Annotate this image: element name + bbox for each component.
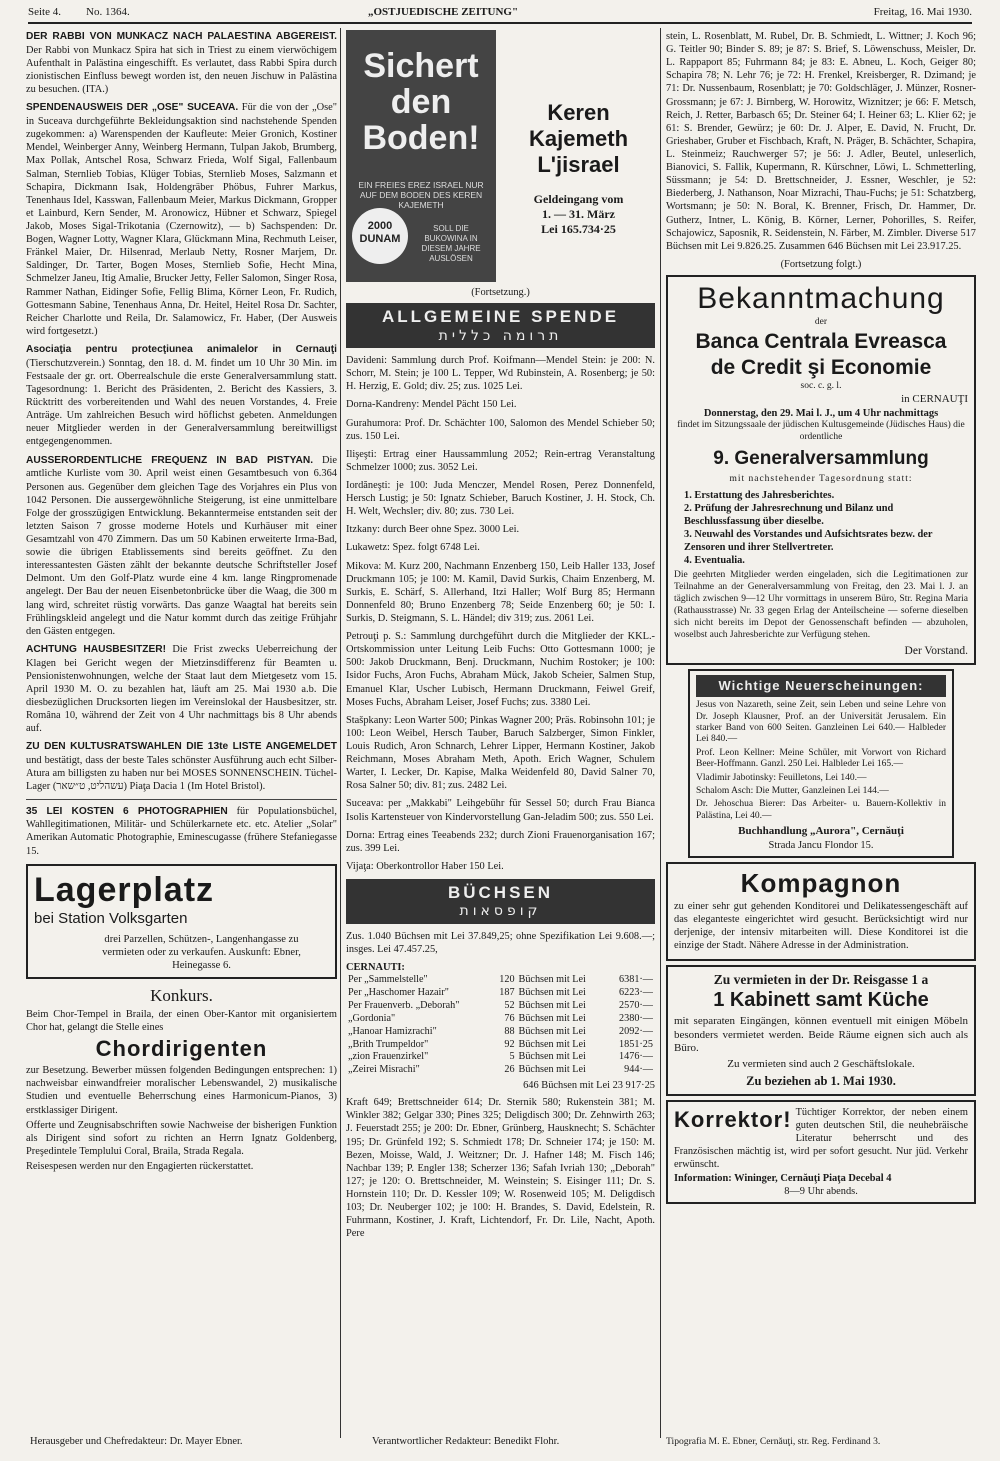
poster-circle: 2000 DUNAM <box>352 208 408 264</box>
keren-kajemeth-text <box>502 30 655 282</box>
banner-hebrew: קופסאות <box>459 903 542 920</box>
agenda-item: 4. Eventualia. <box>684 555 745 567</box>
buechsen-rest: Kraft 649; Brettschneider 614; Dr. Sternik 580; Rukenstein 381; M. Winkler 382; Gelgar 330; Pines 325; Deligdisch 300; Dr. Zehnwirth 263; J. Feuerstadt 255; je 200: Dr. Ebner, Grünberg, Hausknecht; S. Schächter 195; Dr. Grünfeld 192; S. Schmiedt 178; Dr. Schneier 174; je 150: M. Bezen, Moisse, Wald, J. Weitzner; Dr. J. Hafner 148; M. Fisch 146; Nachbar 139; P. Engler 138; Scherzer 136; Safah Ivriah 130; „Deborah" 127; je 120: O. Brettschneider, M. Weinstein; S. Eisinger 111; Dr. S. Hornstein 110; Dr. D. Kessler 109; W. Rosenweid 105; M. Deligdisch 103; Dr. Neuberger 102; je 100: H. Brandes, S. David, Edelstein, R. Fuhrmann, Kostiner, J. Kraft, Lichtendorf, Fr. Dr. Lile, Nacht, Apoth. Pere <box>346 1097 655 1240</box>
row-amount: 2380·— <box>619 1012 653 1024</box>
poster-text: SOLL DIE BUKOWINA IN DIESEM JAHRE AUSLÖSEN <box>421 224 481 263</box>
banner-allgemeine-spende <box>346 303 655 348</box>
shop-name: Buchhandlung „Aurora", Cernăuţi <box>738 825 904 838</box>
article-ose <box>26 101 337 338</box>
ad-info: Information: Wininger, Cernăuţi Piaţa Decebal 4 <box>674 1172 892 1184</box>
ad-time: 8—9 Uhr abends. <box>784 1185 858 1197</box>
header-rule <box>28 22 972 24</box>
row-amount: 6223·— <box>619 987 653 999</box>
book-item: Dr. Jehoschua Bierer: Das Arbeiter- u. Bauern-Kollektiv in Palästina, Lei 40.— <box>696 799 946 821</box>
table-row <box>346 1013 655 1026</box>
donation-entry: Dorna: Ertrag eines Teeabends 232; durch Zioni Frauenorganisation 167; zus. 399 Lei. <box>346 829 655 854</box>
ad-bekanntmachung <box>666 275 976 665</box>
row-count: 88 <box>504 1025 515 1037</box>
row-name: „Hanoar Hamizrachi" <box>348 1025 437 1037</box>
donation-entry: Petrouţi p. S.: Sammlung durchgeführt durch die Mitglieder der KKL.-Ortskommission unter Leitung Leib Fuchs: Otto Gottesmann 1000; je 500: Jakob Druckmann, Benj. Druckmann, Nuchim Rostoker; je 100: Isidor Fuchs, Aron Fuchs, Abraham Mück, Jakob Scheier, Salmen Stup, Emanuel Klar, Uscher Lubisch, Hermann Druckmann, Feiwel Greif, Moses Fuchs, Abraham Leiser, Josef Fuchs; zus. 3380 Lei. <box>346 631 655 708</box>
divider <box>26 799 337 800</box>
ad-body: mit separaten Eingängen, können eventuell mit einigen Möbeln besonders vermietet werden. Beide Räume eignen sich auch als Büro. <box>674 1014 968 1055</box>
agenda-item: 3. Neuwahl des Vorstandes und Aufsichtsrates bezw. der Zensoren und ihrer Stellvertreter. <box>684 529 933 554</box>
banner-hebrew: תרומה כללית <box>438 327 563 344</box>
banner-title: ALLGEMEINE SPENDE <box>381 307 620 327</box>
ad-kompagnon <box>666 862 976 960</box>
ad-text: findet im Sitzungssaale der jüdischen Kultusgemeinde (Jüdisches Haus) die ordentliche <box>677 419 965 442</box>
table-row <box>346 1064 655 1077</box>
article-title: DER RABBI VON MUNKACZ NACH PALAESTINA ABGEREIST. <box>26 31 337 42</box>
paper-title: „OSTJUEDISCHE ZEITUNG" <box>368 6 519 18</box>
article-body: Der Rabbi von Munkacz Spira hat sich in Triest zu einem vierwöchigem Aufenthalt in Palästina eingeschifft. Es verlautet, dass Rabbi Spira durch zionistischen Einfluss bewegt worden ist, den neuen Jischuw in Palästina zu besuchen. (ITA.) <box>26 44 337 96</box>
row-unit: Büchsen mit Lei <box>518 1038 586 1050</box>
ad-body: Reisespesen werden nur den Engagierten rückerstattet. <box>26 1161 254 1173</box>
article-body: (Tierschutzverein.) Sonntag, den 18. d. M. findet um 10 Uhr 30 Min. im Festsaale der gr. ort. Oberrealschule die erste Generalversammlung statt. Tagesordnung: 1. Bericht des Präsidenten, 2. Bericht des Kassiers, 3. Rücktritt des vorbereitenden und Wahl des neuen Vorstandes, 4. Freie Anträge. Um zahlreichen Besuch wird höflichst gebeten. Anmeldungen neuer Mitglieder werden in der Generalversammlung bereitwilligst entgegengenommen. <box>26 357 337 448</box>
ad-title: Korrektor! <box>674 1106 792 1132</box>
footer-printer: Tipografia M. E. Ebner, Cernăuţi, str. Reg. Ferdinand 3. <box>666 1436 881 1447</box>
table-row <box>346 1000 655 1013</box>
article-body: und bestätigt, dass der beste Tales schönster Ausführung auch echt Silber-Atura am billigsten zu haben nur bei MOSES SONNENSCHEIN. Tüchel-Lager (עשהליט, ט״שאר) Piaţa Dacia 1 (Im Hotel Bristol). <box>26 755 337 793</box>
row-unit: Büchsen mit Lei <box>518 1051 586 1063</box>
ad-text: soc. c. g. l. <box>800 380 842 391</box>
continuation-note: (Fortsetzung.) <box>471 287 530 298</box>
row-amount: 1476·— <box>619 1051 653 1063</box>
row-count: 120 <box>499 974 515 986</box>
row-unit: Büchsen mit Lei <box>518 1012 586 1024</box>
ad-vermieten <box>666 965 976 1096</box>
row-amount: 6381·— <box>619 974 653 986</box>
issue-number: No. 1364. <box>86 6 130 18</box>
poster-title: Sichert den Boden! <box>362 47 480 157</box>
kk-label: Geldeingang vom <box>533 192 624 206</box>
buechsen-table <box>346 974 655 1077</box>
article-rabbi <box>26 30 337 96</box>
donation-list <box>346 354 655 873</box>
row-amount: 2570·— <box>619 1000 653 1012</box>
row-count: 76 <box>504 1012 515 1024</box>
buechsen-intro: Zus. 1.040 Büchsen mit Lei 37.849,25; ohne Spezifikation Lei 9.608.—; insges. Lei 47.457.25, <box>346 931 655 956</box>
row-count: 52 <box>504 1000 515 1012</box>
ad-signature: Der Vorstand. <box>904 645 968 658</box>
ad-title: Wichtige Neuerscheinungen: <box>696 675 946 697</box>
book-list <box>696 700 946 822</box>
banner-title: BÜCHSEN <box>447 882 554 902</box>
article-body: stein, L. Rosenblatt, M. Rubel, Dr. B. Schmiedt, L. Wittner; J. Koch 96; G. Teitler 90; Binder S. 89; je 87: S. Brief, S. Löwenschuss, Meisler, Dr. L. Rappaport 85; Fuhrmann 84; je 83: E. Abneu, L. Koch, Geiger 80; Schapira 78; N. Lehr 76; je 72: H. Frenkel, Kreisberger, R. Dzimand; je 71: Dr. Nussenbaum, Rosenblatt; je 70: Goldschläger, J. Münzer, Rosner-Grossmann; je 67: J. Birnberg, W. Horowitz, Wiznitzer; je 66: F. Metsch, Reich, J. Retter, Barbasch 65; Dr. Steiner 64; I. Heiner 63; L. Klier 62; je 61: S. Brender, Gewürz; je 60: Dr. J. Alper, E. David, N. Frucht, Dr. Grieshaber, Gruber et Fischbach, Kraft, N. Präger, B. Schächter, Schapira, L. Steinmeiz; Rauchwerger 57; je 56: J. Adler, Beutel, unleserlich, Bianovici, S. Fallik, Kupermann, R. Kürschner, Löwi, L. Schmetterling, Süssmann; je 54: D. Brettschneider, J. Essner, Weschler, je 52: Biederberg, J. Nathanson, Noar Mizrachi, Thau-Fuchs; je 51: Schatzberg, Wortsmann; je 50: N. Boral, K. Brenner, Frisch, Dr. Hammer, Dr. Gutherz, Intner, L. König, B. Körner, Lerner, Pohorilles, S. Reifer, Schajowicz, Saposnik, R. Seidenstein, N. Färber, M. Zimbler. Diverse 517 Büchsen mit Lei 9.826.25. Zusammen 646 Büchsen mit Lei 23.917.25. <box>666 31 976 252</box>
buechsen-city: CERNAUTI: <box>346 962 405 974</box>
row-count: 26 <box>504 1064 515 1076</box>
ad-text: der <box>814 316 828 327</box>
donation-entry: Dorna-Kandreny: Mendel Pächt 150 Lei. <box>346 399 517 411</box>
ad-body: drei Parzellen, Schützen-, Langenhangasse zu vermieten oder zu verkaufen. Auskunft: Ebner, Heinegasse 6. <box>102 933 301 972</box>
book-item: Prof. Leon Kellner: Meine Schüler, mit Vorwort von Richard Beer-Hoffmann. Ganzl. 250 Lei. Halbleder Lei 165.— <box>696 747 946 770</box>
book-item: Vladimir Jabotinsky: Feuilletons, Lei 140.— <box>696 772 867 783</box>
row-name: „Gordonia" <box>348 1012 396 1024</box>
kk-title: Keren Kajemeth <box>528 100 629 151</box>
ad-title: Konkurs. <box>150 985 213 1005</box>
article-pistyan <box>26 454 337 638</box>
ad-title: 1 Kabinett samt Küche <box>713 988 929 1011</box>
bank-name: Banca Centrala Evreasca <box>695 329 947 353</box>
article-body: Die amtliche Kurliste vom 30. April weist einen Gesamtbesuch von 6.364 Personen aus. Gegenüber dem gleichen Tage des Vorjahres ein Plus von 1042 Personen. Die aussergewöhnliche Steigerung, ist eine unmittelbare Folge der grosszügigen Entwicklung. Bekanntermeise entstanden seit der letzten Saison 7 grosse moderne Hotels und Kurhäuser mit einer Gesamtzahl von 470 Zimmern. Das um 50 Kabinen erweiterte Irma-Bad, sowie die übrigen Etablissements sind bereits geöffnet. Zu den interessantesten Gästen zählt der bekannte deutsche Schriftsteller Josef Delmont. Um den Golf-Platz wurde eine 4 km. lange Ringpromenade angelegt. Der Bau der neuen Eisenbetonbrücke über die Waag, die 300 m lang wird, schreitet rüstig vorwärts. Das ganze Waagtal hat bereits sein Frühlingskleid angelegt und die Natur kommt durch das zeitige Frühjahr den Gästen entgegen. <box>26 454 337 637</box>
article-tierschutz <box>26 343 337 449</box>
ad-korrektor <box>666 1100 976 1204</box>
row-name: „Brith Trumpeldor" <box>348 1038 429 1050</box>
ad-head: Zu vermieten in der Dr. Reisgasse 1 a <box>713 971 929 987</box>
row-unit: Büchsen mit Lei <box>518 1025 586 1037</box>
agenda-item: 1. Erstattung des Jahresberichtes. <box>684 489 835 501</box>
footer-editor: Verantwortlicher Redakteur: Benedikt Flohr. <box>372 1436 560 1447</box>
shop-address: Strada Jancu Flondor 15. <box>768 839 874 851</box>
book-item: Schalom Asch: Die Mutter, Ganzleinen Lei 144.— <box>696 785 889 796</box>
article-body: für Populationsbüchel, Wahllegitimationen, Militär- und Schülerkarnete etc. etc. Atelier „Solar" Amerikan Automatic Photographie, Eminescugasse (frühere Stefaniegasse 15. <box>26 805 337 857</box>
ad-neuerscheinungen <box>688 669 954 858</box>
column-middle <box>346 30 655 1435</box>
row-unit: Büchsen mit Lei <box>518 974 586 986</box>
kk-period: 1. — 31. März <box>542 207 615 222</box>
table-row <box>346 974 655 987</box>
row-amount: 944·— <box>624 1064 653 1076</box>
ad-body: Tüchtiger Korrektor, der neben einem guten deutschen Stil, die neuhebräische Literatur beherrscht und des Französischen mächtig ist, wird per sofort gesucht. Nur jüd. Verkehr erwünscht. <box>674 1106 968 1171</box>
buechsen-total: 646 Büchsen mit Lei 23 917·25 <box>523 1080 655 1092</box>
article-hausbesitzer <box>26 643 337 736</box>
row-name: Per Frauenverb. „Deborah" <box>348 1000 460 1012</box>
column-left <box>26 30 337 1435</box>
donation-entry: Lukawetz: Spez. folgt 6748 Lei. <box>346 542 480 554</box>
row-name: Per „Sammelstelle" <box>348 974 428 986</box>
ad-text: Die geehrten Mitglieder werden eingeladen, sich die Legitimationen zur Teilnahme an der Generalversammlung von Freitag, den 23. Mai l. J. an täglich zwischen 9—12 Uhr vormittags in unserem Büro, Str. Regina Maria (Rathausstrasse) Nr. 33 gegen Erlag der Anteilscheine — soferne dieselben sich nicht bereits im Depot der Genossenschaft befinden — abzuholen, woselbst auch Jahresberichte zur Verfügung stehen. <box>674 570 968 641</box>
table-row <box>346 1026 655 1039</box>
donation-entry: Gurahumora: Prof. Dr. Schächter 100, Salomon des Mendel Schieber 50; zus. 150 Lei. <box>346 417 655 442</box>
ad-title: Bekanntmachung <box>697 281 945 315</box>
issue-date: Freitag, 16. Mai 1930. <box>873 6 972 18</box>
keren-kajemeth-poster <box>346 30 496 282</box>
ad-body: Beim Chor-Tempel in Braila, der einen Ober-Kantor mit organisiertem Chor hat, gelangt die Stelle eines <box>26 1009 337 1034</box>
ad-lagerplatz <box>26 864 337 979</box>
ad-title: Kompagnon <box>740 868 902 899</box>
column-divider <box>340 28 341 1438</box>
ad-title: Lagerplatz <box>34 870 215 909</box>
article-kultusrat <box>26 740 337 793</box>
ad-headline: Chordirigenten <box>95 1036 268 1062</box>
agenda-item: 2. Prüfung der Jahresrechnung und Bilanz und Beschlussfassung über dieselbe. <box>684 502 894 528</box>
donation-entry: Ilişeşti: Ertrag einer Haussammlung 2052; Rein-ertrag Veranstaltung Schmelzer 1000; zus. 3052 Lei. <box>346 448 655 473</box>
row-count: 5 <box>509 1051 515 1063</box>
ad-text: Zu beziehen ab 1. Mai 1930. <box>746 1074 896 1089</box>
footer-publisher: Herausgeber und Chefredakteur: Dr. Mayer Ebner. <box>30 1436 243 1447</box>
row-unit: Büchsen mit Lei <box>518 1000 586 1012</box>
ad-subtitle: bei Station Volksgarten <box>34 909 188 927</box>
ad-body: Zu vermieten sind auch 2 Geschäftslokale. <box>727 1058 915 1071</box>
row-name: Per „Haschomer Hazair" <box>348 987 449 999</box>
banner-buechsen <box>346 879 655 924</box>
ad-text: mit nachstehender Tagesordnung statt: <box>729 473 913 484</box>
donation-entry: Suceava: per „Makkabi" Leihgebühr für Sessel 50; durch Frau Bianca Isolis Kartensteuer von Kindervorstellung Gan-Jeladim 500; zus. 550 Lei. <box>346 798 655 823</box>
ad-headline: 9. Generalversammlung <box>713 447 929 469</box>
row-unit: Büchsen mit Lei <box>518 987 586 999</box>
row-amount: 1851·25 <box>619 1038 653 1050</box>
article-title: AUSSERORDENTLICHE FREQUENZ IN BAD PISTYAN. <box>26 454 314 466</box>
donation-entry: Vijaţa: Oberkontrollor Haber 150 Lei. <box>346 860 504 872</box>
column-divider <box>660 28 661 1438</box>
row-unit: Büchsen mit Lei <box>518 1064 586 1076</box>
ad-text: in CERNAUŢI <box>901 392 968 405</box>
article-body: Die Frist zwecks Ueberreichung der Klagen bei Gericht wegen der Mietzinsdifferenz für Beamten u. Pensionistenwohnungen, welche der Staat laut dem Mietgesetz vom 15. April 1930 M. O. zu bezahlen hat, läuft am 25. Mai 1930 a.b. Die diesbezüglichen Drucksorten liegen im Vereinslokal der Hausbesitzer, str. Româna 10, während der Zeit von 4 Uhr nachmittags bis 8 Uhr abends auf. <box>26 643 337 735</box>
kk-title: L'jisrael <box>537 152 620 177</box>
table-row <box>346 1039 655 1052</box>
ad-text: Donnerstag, den 29. Mai l. J., um 4 Uhr nachmittags <box>703 407 939 419</box>
keren-kajemeth-block <box>346 30 655 282</box>
article-title: Asociaţia pentru protecţiunea animalelor in Cernauţi <box>26 343 337 355</box>
donation-entry: Stašpkany: Leon Warter 500; Pinkas Wagner 200; Präs. Robinsohn 101; je 100: Leon Weibel, Hersch Tauber, Baruch Salzberger, Simon Finkler, Louis Rudich, Aron Schnarch, Lehrer Lipper, Hermann Kostiner, Jakob Reichmann, Moses Abraham Meth, Apoth. Erich Wagner, Schulem Warter, I. Lecker, Dr. Kapise, Malka Weidenfeld 80, David Salner 70, Rosa Salner 50; div. 81; zus. 2482 Lei. <box>346 714 655 792</box>
ad-body: zu einer sehr gut gehenden Konditorei und Delikatessengeschäft auf das eleganteste eingerichtet wird gesucht. Berücksichtigt wird nur derjenige, der intensiv mitarbeiten will. Diese Konditorei ist die einzige der Stadt. Nähere Adresse in der Administration. <box>674 901 968 952</box>
article-photo <box>26 805 337 858</box>
column-right <box>666 30 976 1435</box>
article-title: 35 LEI KOSTEN 6 PHOTOGRAPHIEN <box>26 805 228 817</box>
donation-entry: Mikova: M. Kurz 200, Nachmann Enzenberg 150, Leib Haller 133, Josef Druckmann 105; je 100: M. Kamil, David Surkis, Chaim Enzenberg, M. Surkis, E. Schärf, S. Allerhand, Itzi Haller; Wolf Burg 85; Hermann Donnenfeld 80; Bruno Enzenberg 78; Seide Enzenberg 60; je 50: I. Surkis, D. Steigmann, S. L. Händel; div 319; zus. 2061 Lei. <box>346 560 655 624</box>
bank-name: de Credit şi Economie <box>710 355 932 379</box>
buechsen-continued <box>666 30 976 271</box>
page-header <box>28 6 972 22</box>
row-name: „Zeirei Misrachi" <box>348 1064 420 1076</box>
table-row <box>346 1051 655 1064</box>
agenda-list <box>684 489 958 568</box>
article-title: SPENDENAUSWEIS DER „OSE" SUCEAVA. <box>26 102 239 114</box>
table-row <box>346 987 655 1000</box>
article-body: Für die von der „Ose" in Suceava durchgeführte Bekleidungsaktion sind nachstehende Spenden zugekommen: a) Warenspenden der Kaufleute: Meier Gronich, Kostiner Mendel, Weinberger Anny, Weinberg Hermann, Tulpan Jakob, Brumberg, Max Pollak, Antschel Rosa, Schwarz Frieda, Wolf Sigal, Fallenbaum Salman, Sternlieb Tobias, Klüger Tobias, Sternlieb Moses, Salzmann et Schapira, Dickmann Isak, Holdengräber Phöbus, Fuhrer Markus, Tenenhaus Idel, Kasswan, Fallenbaum Meier, Markus Dickmann, Gropper et Lainburd, Kern Sender, M. Aronowicz, Hübner et Schwarz, Spiegel Jakob, Moses Sigal-Trikotania (Czernowitz), — b) Sachspenden: Dr. Bogen, Wagner Lotty, Wagner Klara, Glückmann Mina, Rechmuth Leiser, Fränkel Maier, Dr. Hilsenrad, Merlaub Netty, Rosner Marjem, Dr. Saldinger, Dr. Tarter, Bogen Moses, Sternlieb Sofie, Hecht Mina, Schmelzer Janeu, Itig Amalie, Brucker Jetty, Feller Salomon, Singer Rosa, Rammer Nathan, Eidinger Sofie, Fellig Blima, Körner Leon, Fr. Rudich, Gottesmann Sabine, Tenenhaus Anna, Dr. Heitel, Heitel Rosa Dr. Sachter, Reicher Charlotte und Reila, Dr. Salamowicz, Fr. Haber, (Der Ausweis wird fortgesetzt.) <box>26 102 337 337</box>
page-number: Seite 4. <box>28 6 61 18</box>
ad-body: Offerte und Zeugnisabschriften sowie Nachweise der bisherigen Funktion als Dirigent sind sofort zu richten an Herrn Ignatz Goldenberg, Preşedintele Templului Coral, Braila, Strada Regala. <box>26 1119 337 1157</box>
row-name: „zion Frauenzirkel" <box>348 1051 429 1063</box>
poster-text: EIN FREIES EREZ ISRAEL NUR AUF DEM BODEN DES KEREN KAJEMETH <box>358 180 484 210</box>
article-title: ACHTUNG HAUSBESITZER! <box>26 643 167 655</box>
donation-entry: Iordăneşti: je 100: Juda Menczer, Mendel Rosen, Perez Donnenfeld, Hersch Lustig; je 50: Ignatz Schieber, Baruch Kostiner, J. H. Stock, Ch. H. Welt, Wechsler; div. 80; zus. 730 Lei. <box>346 480 655 518</box>
article-title: ZU DEN KULTUSRATSWAHLEN DIE 13te LISTE ANGEMELDET <box>26 741 337 753</box>
ad-konkurs <box>26 985 337 1174</box>
book-item: Jesus von Nazareth, seine Zeit, sein Leben und seine Lehre von Dr. Joseph Klausner, Prof. an der Universität Jerusalem. Ein starker Band von 600 Seiten. Ganzleinen Lei 640.— Halbleder Lei 840.— <box>696 700 946 745</box>
row-amount: 2092·— <box>619 1025 653 1037</box>
buechsen-section <box>346 930 655 1240</box>
donation-entry: Davideni: Sammlung durch Prof. Koifmann—Mendel Stein: je 200: N. Schorr, M. Stein; je 100 L. Tepper, Wd Rubinstein, A. Rosenberg; je 50: H. Herzig, E. Gold; div. 25; zus. 1025 Lei. <box>346 355 655 393</box>
row-count: 187 <box>499 987 515 999</box>
row-count: 92 <box>504 1038 515 1050</box>
donation-entry: Itzkany: durch Beer ohne Spez. 3000 Lei. <box>346 524 520 536</box>
ad-body: zur Besetzung. Bewerber müssen folgenden Bedingungen entsprechen: 1) nachweisbar einwandfreier moralischer Lebenswandel, 2) musikalische Studien und eventuelle Beherrschung eines Harmonicum-Pianos, 3) erstklassiger Dirigent. <box>26 1065 337 1116</box>
continuation-note: (Fortsetzung folgt.) <box>780 258 862 270</box>
kk-sum: Lei 165.734·25 <box>541 222 616 237</box>
